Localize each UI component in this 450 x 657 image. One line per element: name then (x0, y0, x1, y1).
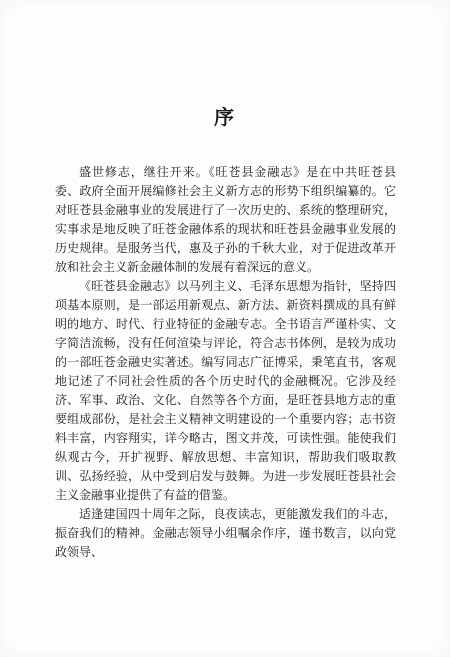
page-title: 序 (214, 105, 236, 129)
paragraph-3: 适逢建国四十周年之际，良夜读志，更能激发我们的斗志，振奋我们的精神。金融志领导小组嘱余作序，谨书数言，以向党政领导、 (55, 507, 396, 559)
preface-body (55, 163, 396, 562)
paragraph-2: 《旺苍县金融志》以马列主义、毛泽东思想为指针，坚持四项基本原则，是一部运用新观点、新方法、新资料撰成的具有鲜明的地方、时代、行业特征的金融专志。全书语言严谨朴实、文字简洁流畅，没有任何渲染与评论，符合志书体例，是较为成功的一部旺苍金融史实著述。编写同志广征博采，秉笔直书，客观地记述了不同社会性质的各个历史时代的金融概况。它涉及经济、军事、政治、文化、自然等各个方面，是旺苍县地方志的重要组成部份，是社会主义精神文明建设的一个重要内容；志书资料丰富，内容翔实，详今略古，图文并茂，可读性强。能使我们纵观古今，开扩视野、解放思想、丰富知识，帮助我们吸取教训、弘扬经验，从中受到启发与鼓舞。为进一步发展旺苍县社会主义金融事业提供了有益的借鉴。 (55, 279, 396, 502)
paragraph-1: 盛世修志，继往开来。《旺苍县金融志》是在中共旺苍县委、政府全面开展编修社会主义新方志的形势下组织编纂的。它对旺苍县金融事业的发展进行了一次历史的、系统的整理研究，实事求是地反映了旺苍金融体系的现状和旺苍县金融事业发展的历史规律。是服务当代，惠及子孙的千秋大业，对于促进改革开放和社会主义新金融体制的发展有着深远的意义。 (55, 165, 396, 274)
